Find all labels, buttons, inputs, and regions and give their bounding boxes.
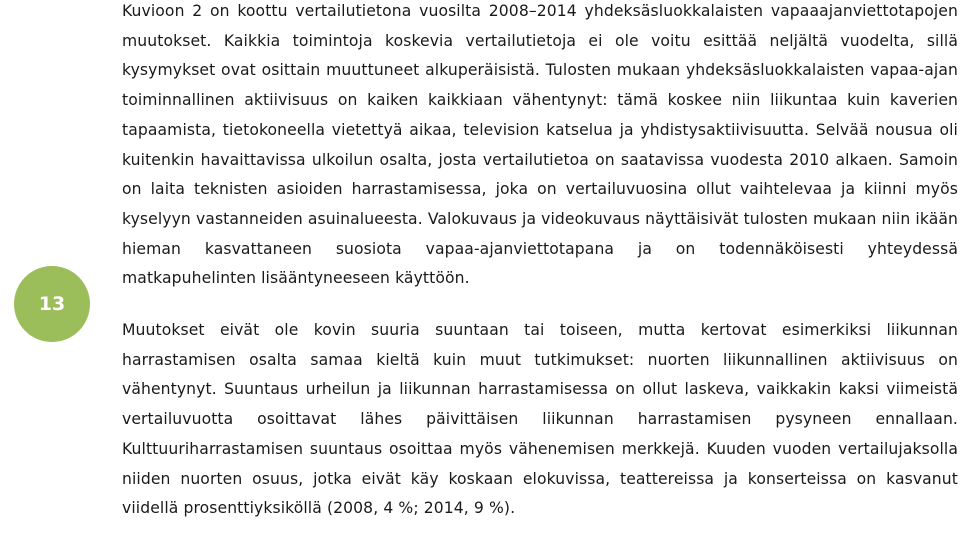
page-number: 13	[38, 293, 66, 315]
paragraph-1: Kuvioon 2 on koottu vertailutietona vuosilta 2008–2014 yhdeksäsluokkalaisten vapaaajanviettotapojen muutokset. Kaikkia toimintoja koskevia vertailutietoja ei ole voitu esittää neljältä vuodelta, sillä kysymykset ovat osittain muuttuneet alkuperäisistä. Tulosten mukaan yhdeksäsluokkalaisten vapaa-ajan toiminnallinen aktiivisuus on kaiken kaikkiaan vähentynyt: tämä koskee niin liikuntaa kuin kaverien tapaamista, tietokoneella vietettyä aikaa, television katselua ja yhdistysaktiivisuutta. Selvää nousua oli kuitenkin havaittavissa ulkoilun osalta, josta vertailutietoa on saatavissa vuodesta 2010 alkaen. Samoin on laita teknisten asioiden harrastamisessa, joka on vertailuvuosina ollut vaihtelevaa ja kiinni myös kyselyyn vastanneiden asuinalueesta. Valokuvaus ja videokuvaus näyttäisivät tulosten mukaan niin ikään hieman kasvattaneen suosiota vapaa-ajanviettotapana ja on todennäköisesti yhteydessä matkapuhelinten lisääntyneeseen käyttöön.	[122, 2, 958, 288]
body-text	[122, 0, 958, 524]
page-number-badge	[14, 266, 90, 342]
paragraph-2: Muutokset eivät ole kovin suuria suuntaan tai toiseen, mutta kertovat esimerkiksi liikunnan harrastamisen osalta samaa kieltä kuin muut tutkimukset: nuorten liikunnallinen aktiivisuus on vähentynyt. Suuntaus urheilun ja liikunnan harrastamisessa on ollut laskeva, vaikkakin kaksi viimeistä vertailuvuotta osoittavat lähes päivittäisen liikunnan harrastamisen pysyneen ennallaan. Kulttuuriharrastamisen suuntaus osoittaa myös vähenemisen merkkejä. Kuuden vuoden vertailujaksolla niiden nuorten osuus, jotka eivät käy koskaan elokuvissa, teattereissa ja konserteissa on kasvanut viidellä prosenttiyksiköllä (2008, 4 %; 2014, 9 %).	[122, 321, 958, 518]
